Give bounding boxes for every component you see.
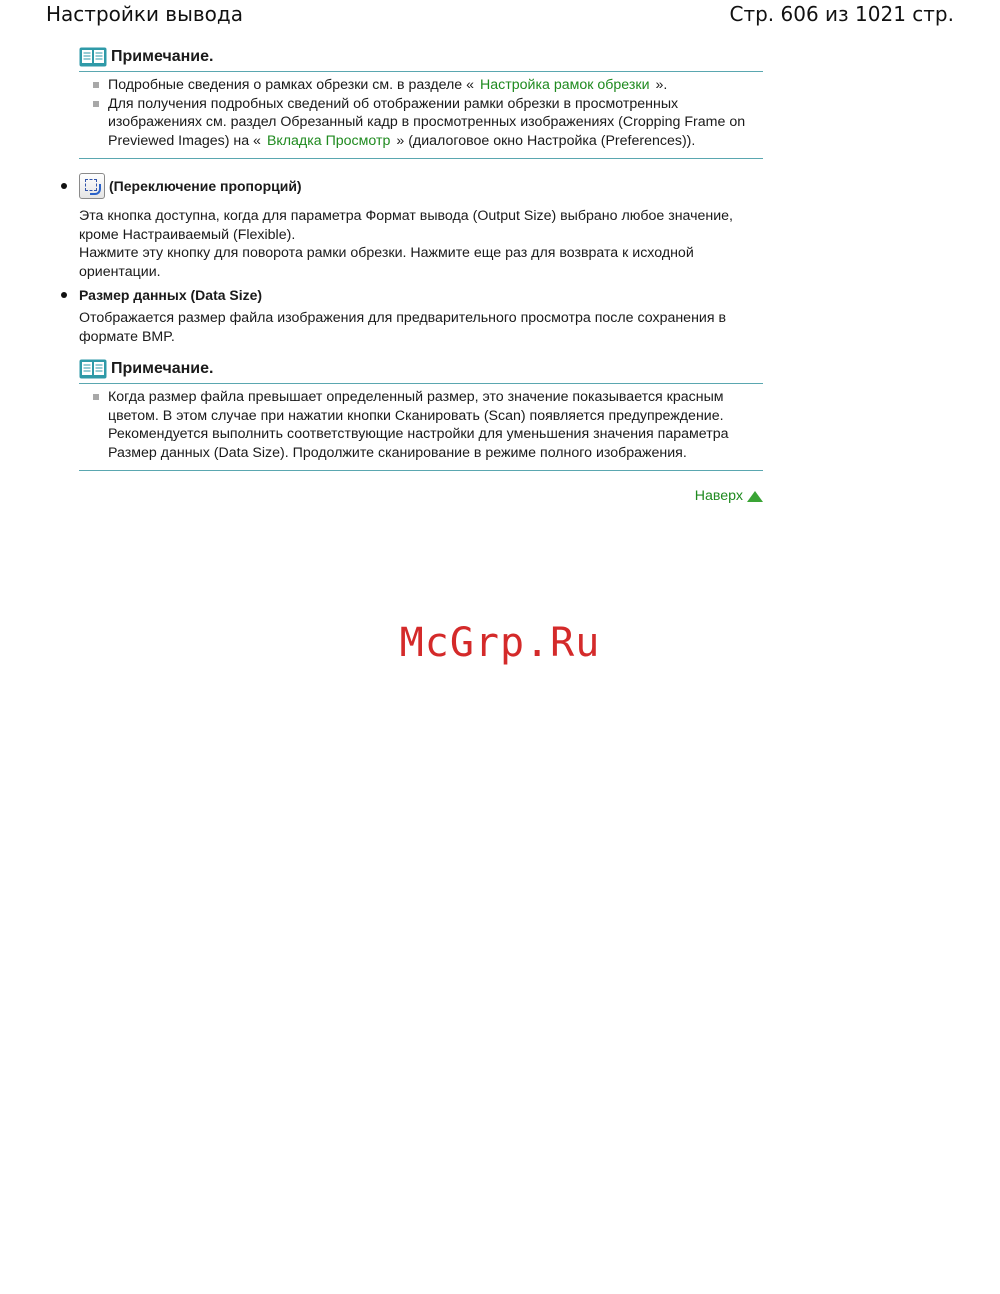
note-block-1 (79, 44, 763, 159)
note-title: Примечание. (111, 48, 214, 65)
divider (79, 383, 763, 384)
data-size-label: Размер данных (Data Size) (79, 287, 763, 303)
note-title-row (79, 44, 763, 70)
ratio-description: Эта кнопка доступна, когда для параметра Формат вывода (Output Size) выбрано любое значение, кроме Настраиваемый (Flexible). (79, 208, 734, 243)
divider (79, 71, 763, 72)
book-icon (79, 359, 107, 379)
ratio-label: (Переключение пропорций) (109, 178, 302, 194)
list-item (108, 95, 763, 151)
note-title-row (79, 356, 763, 382)
note-list (79, 388, 763, 462)
main-content (79, 44, 763, 504)
divider (79, 158, 763, 159)
note-text: » (диалоговое окно Настройка (Preferences)). (396, 132, 696, 149)
top-link[interactable]: Наверх (694, 488, 743, 504)
back-to-top (79, 488, 763, 504)
data-size-description: Отображается размер файла изображения для предварительного просмотра после сохранения в формате BMP. (79, 310, 726, 345)
note-text: Подробные сведения о рамках обрезки см. в разделе « (108, 77, 475, 93)
note-text: Для получения подробных сведений об отображении рамки обрезки в просмотренных изображениях см. раздел Обрезанный кадр в просмотренных изображениях (Cropping Frame on Previewed Images) на « (108, 95, 746, 149)
ratio-switch-row (79, 173, 763, 199)
page-title: Настройки вывода (46, 2, 243, 26)
triangle-up-icon[interactable] (747, 491, 763, 502)
watermark: McGrp.Ru (399, 620, 601, 666)
book-icon (79, 47, 107, 67)
note-list (79, 76, 763, 150)
divider (79, 470, 763, 471)
note-title: Примечание. (111, 360, 214, 377)
list-item (108, 76, 763, 95)
note-block-2 (79, 356, 763, 471)
aspect-ratio-switch-icon (79, 173, 105, 199)
link-preview-tab[interactable]: Вкладка Просмотр (266, 132, 391, 149)
list-item: Когда размер файла превышает определенный размер, это значение показывается красным цветом. В этом случае при нажатии кнопки Сканировать (Scan) появляется предупреждение. Рекомендуется выполнить соответствующие настройки для уменьшения значения параметра Размер данных (Data Size). Продолжите сканирование в режиме полного изображения. (108, 388, 763, 462)
bullet-ratio (79, 173, 302, 199)
link-crop-frames[interactable]: Настройка рамок обрезки (480, 77, 650, 93)
note-text: ». (655, 77, 668, 93)
page-counter: Стр. 606 из 1021 стр. (729, 2, 954, 26)
ratio-description-2: Нажмите эту кнопку для поворота рамки обрезки. Нажмите еще раз для возврата к исходной ориентации. (79, 245, 694, 280)
